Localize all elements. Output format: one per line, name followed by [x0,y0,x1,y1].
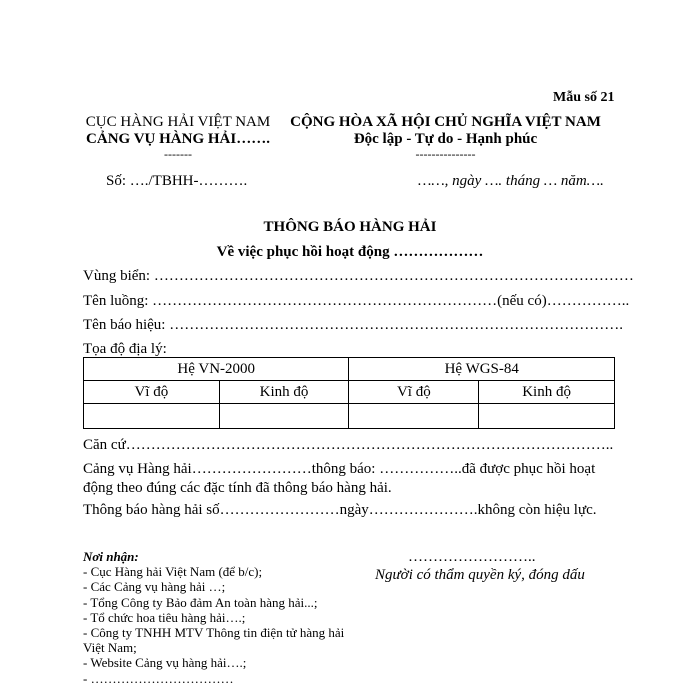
list-item: - Cục Hàng hải Việt Nam (để b/c); [83,564,263,580]
document-subtitle: Về việc phục hồi hoạt động ……………… [216,244,484,260]
list-item: - Website Cảng vụ hàng hải….; [83,655,247,671]
wgs84-longitude-cell [479,404,615,429]
expired-notice-line: Thông báo hàng hải số……………………ngày………………….không còn hiệu lực. [83,502,597,518]
list-item: - …………………………… [83,670,234,686]
motto-underline: --------------- [415,147,476,161]
field-sea-area: Vùng biển: …………………………………………………………………………………… [83,268,634,284]
table-subheader-row [84,381,615,404]
document-number: Số: …./TBHH-………. [106,173,248,189]
table-header-row [84,358,615,381]
signature-label: Người có thẩm quyền ký, đóng dấu [375,567,585,583]
document-title: THÔNG BÁO HÀNG HẢI [263,219,437,235]
field-beacon-name: Tên báo hiệu: ………………………………………………………………………………. [83,317,623,333]
national-motto [288,114,603,160]
basis-line: Căn cứ…………………………………………………………………………………….. [83,437,614,453]
vn2000-latitude-cell [84,404,220,429]
field-channel-name: Tên luồng: ……………………………………………………………(nếu có)…………….. [83,293,630,309]
signature-dots: …………………….. [408,549,536,565]
issuing-authority [80,114,276,160]
list-item: Việt Nam; [83,640,137,656]
wgs84-latitude-cell [349,404,479,429]
form-number: Mẫu số 21 [553,90,615,105]
authority-underline: ------- [164,147,192,161]
system-wgs84-header: Hệ WGS-84 [349,358,615,381]
wgs84-latitude-header: Vĩ độ [349,381,479,404]
vn2000-longitude-header: Kinh độ [219,381,349,404]
notice-body-line1: Cảng vụ Hàng hải……………………thông báo: ……………..đã được phục hồi hoạt [83,461,596,477]
recipients-heading: Nơi nhận: [83,549,139,564]
coordinates-table [83,357,615,429]
list-item: - Tổng Công ty Bảo đảm An toàn hàng hải...; [83,594,318,610]
vn2000-longitude-cell [219,404,349,429]
motto: Độc lập - Tự do - Hạnh phúc [353,131,538,147]
date-line: ……, ngày …. tháng … năm…. [418,173,604,189]
system-vn2000-header: Hệ VN-2000 [84,358,349,381]
vn2000-latitude-header: Vĩ độ [84,381,220,404]
port-authority-name: CẢNG VỤ HÀNG HẢI……. [86,131,270,147]
recipients-block [83,549,344,686]
notice-body-line2: động theo đúng các đặc tính đã thông báo hàng hải. [83,480,392,496]
list-item: - Các Cảng vụ hàng hải …; [83,579,226,595]
country-name: CỘNG HÒA XÃ HỘI CHỦ NGHĨA VIỆT NAM [290,114,601,130]
field-coordinates-label: Tọa độ địa lý: [83,341,167,357]
list-item: - Tổ chức hoa tiêu hàng hải….; [83,609,246,625]
authority-name: CỤC HÀNG HẢI VIỆT NAM [85,114,271,130]
list-item: - Công ty TNHH MTV Thông tin điện tử hàng hải [83,625,345,641]
table-row [84,404,615,429]
wgs84-longitude-header: Kinh độ [479,381,615,404]
